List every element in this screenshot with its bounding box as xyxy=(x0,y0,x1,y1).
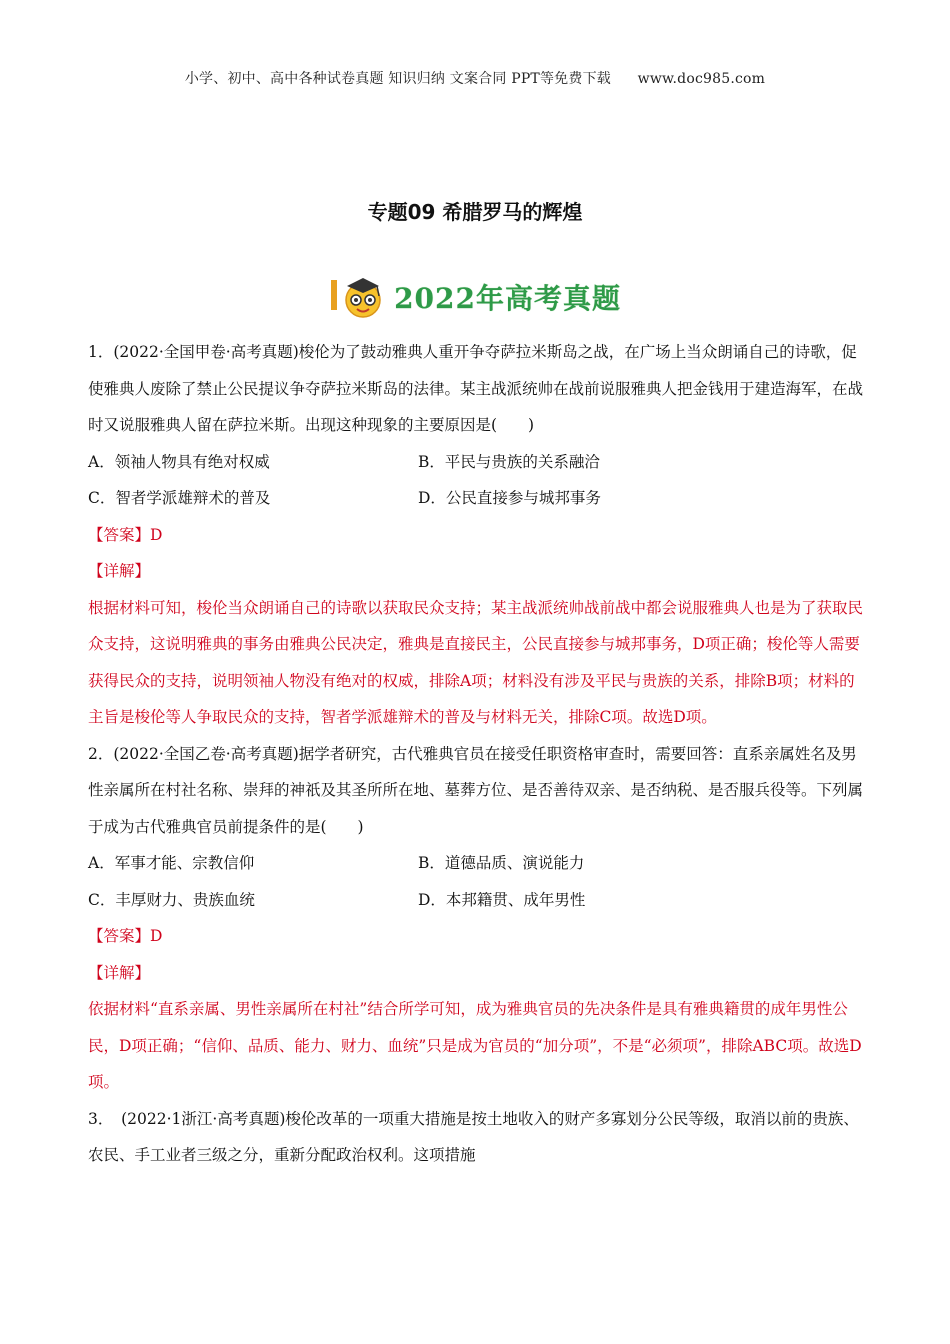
question-1-options xyxy=(88,444,863,517)
question-1-option-a: A．领袖人物具有绝对权威 xyxy=(88,452,270,471)
question-2-explanation: 依据材料“直系亲属、男性亲属所在村社”结合所学可知，成为雅典官员的先决条件是具有雅典籍贯的成年男性公民，D项正确；“信仰、品质、能力、财力、血统”只是成为官员的“加分项”，不是“必须项”，排除ABC项。故选D项。 xyxy=(88,1000,862,1091)
question-1-detail-label: 【详解】 xyxy=(88,562,151,580)
question-1-stem: 1．(2022·全国甲卷·高考真题)梭伦为了鼓动雅典人重开争夺萨拉米斯岛之战，在广场上当众朗诵自己的诗歌，促使雅典人废除了禁止公民提议争夺萨拉米斯岛的法律。某主战派统帅在战前说服雅典人把金钱用于建造海军，在战时又说服雅典人留在萨拉米斯。出现这种现象的主要原因是( ) xyxy=(88,343,864,434)
page-title: 专题09 希腊罗马的辉煌 xyxy=(367,200,583,224)
question-2-detail-label: 【详解】 xyxy=(88,963,151,982)
question-2-option-c: C．丰厚财力、贵族血统 xyxy=(88,890,255,909)
question-2-option-d: D．本邦籍贯、成年男性 xyxy=(418,890,586,909)
question-2-options xyxy=(88,845,863,918)
question-1 xyxy=(88,334,863,736)
graduate-mascot-icon xyxy=(329,274,387,320)
question-1-option-c: C．智者学派雄辩术的普及 xyxy=(88,489,271,507)
question-2-option-b: B．道德品质、演说能力 xyxy=(418,854,585,872)
question-2-option-a: A．军事才能、宗教信仰 xyxy=(88,854,255,872)
header-text: 小学、初中、高中各种试卷真题 知识归纳 文案合同 PPT等免费下载 xyxy=(184,71,611,87)
header-url[interactable]: www.doc985.com xyxy=(637,71,766,87)
question-2-answer: 【答案】D xyxy=(88,927,163,945)
page-header xyxy=(0,68,950,88)
question-3-stem: 3． (2022·1浙江·高考真题)梭伦改革的一项重大措施是按土地收入的财产多寡划分公民等级，取消以前的贵族、农民、手工业者三级之分，重新分配政治权利。这项措施 xyxy=(88,1109,859,1164)
question-1-option-d: D．公民直接参与城邦事务 xyxy=(418,489,601,507)
question-2-stem: 2．(2022·全国乙卷·高考真题)据学者研究，古代雅典官员在接受任职资格审查时，需要回答：直系亲属姓名及男性亲属所在村社名称、崇拜的神祇及其圣所所在地、墓葬方位、是否善待双亲、是否纳税、是否服兵役等。下列属于成为古代雅典官员前提条件的是( ) xyxy=(88,744,864,836)
banner-text: 2022年高考真题 xyxy=(394,282,622,315)
question-1-answer: 【答案】D xyxy=(88,525,163,544)
question-1-explanation: 根据材料可知，梭伦当众朗诵自己的诗歌以获取民众支持；某主战派统帅战前战中都会说服雅典人也是为了获取民众支持，这说明雅典的事务由雅典公民决定，雅典是直接民主，公民直接参与城邦事务，D项正确；梭伦等人需要获得民众的支持，说明领袖人物没有绝对的权威，排除A项；材料没有涉及平民与贵族的关系，排除B项；材料的主旨是梭伦等人争取民众的支持，智者学派雄辩术的普及与材料无关，排除C项。故选D项。 xyxy=(88,598,864,726)
question-2 xyxy=(88,736,863,1101)
question-list xyxy=(88,334,863,1174)
section-banner xyxy=(0,274,950,320)
question-1-option-b: B．平民与贵族的关系融洽 xyxy=(418,452,600,471)
question-3 xyxy=(88,1101,863,1174)
